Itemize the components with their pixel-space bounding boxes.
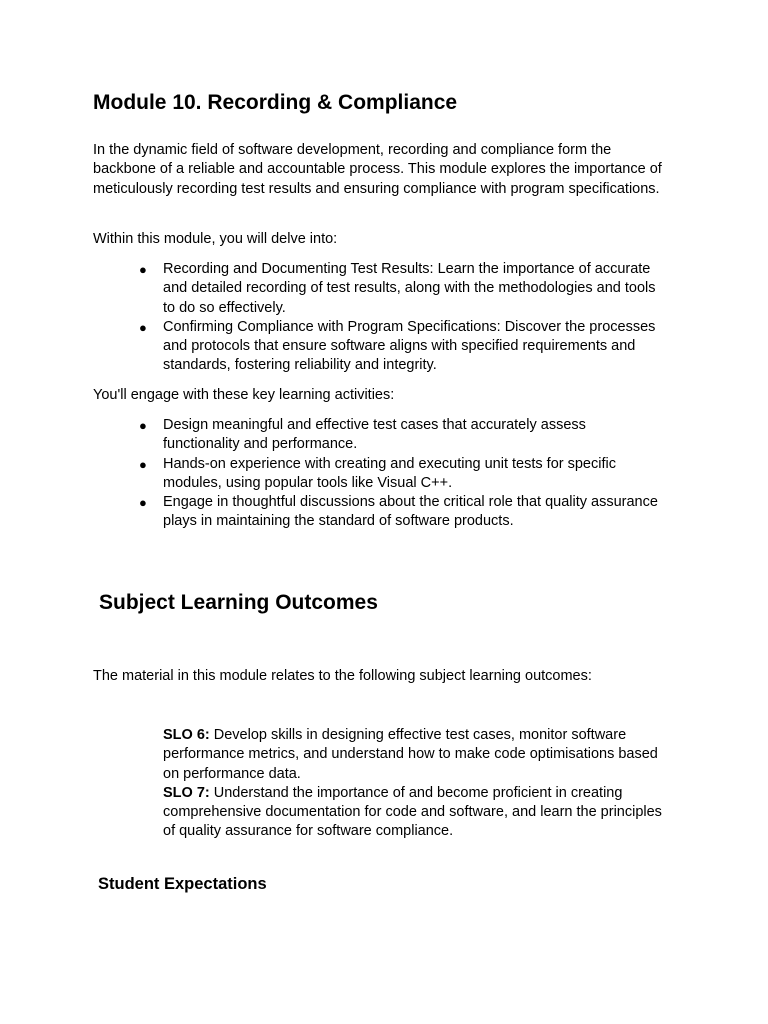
bullet-icon: ● <box>139 495 147 511</box>
list-item-text: Engage in thoughtful discussions about the critical role that quality assurance plays in maintaining the standard of software products. <box>163 494 658 530</box>
slo-item <box>163 726 673 784</box>
list-item-text: Design meaningful and effective test cases that accurately assess functionality and performance. <box>163 417 586 453</box>
bullet-icon: ● <box>139 319 147 335</box>
activities-list <box>139 416 663 532</box>
list-item <box>139 455 663 494</box>
slo-intro: The material in this module relates to the following subject learning outcomes: <box>93 668 592 684</box>
list-item <box>139 318 663 376</box>
module-title: Module 10. Recording & Compliance <box>93 91 458 114</box>
list-item-text: Recording and Documenting Test Results: Learn the importance of accurate and detailed recording of test results, along with the methodologies and tools to do so effectively. <box>163 261 656 316</box>
list-item <box>139 260 663 318</box>
within-intro: Within this module, you will delve into: <box>93 231 338 247</box>
topics-list <box>139 260 663 376</box>
slo-list <box>163 726 673 842</box>
slo-heading: Subject Learning Outcomes <box>99 591 378 614</box>
bullet-icon: ● <box>139 456 147 472</box>
list-item-text: Confirming Compliance with Program Specifications: Discover the processes and protocols that ensure software aligns with specified requirements and standards, fostering reliability and integrity. <box>163 318 656 374</box>
bullet-icon: ● <box>139 262 147 277</box>
intro-paragraph: In the dynamic field of software development, recording and compliance form the backbone of a reliable and accountable process. This module explores the importance of meticulously recording test results and ensuring compliance with program specifications. <box>93 142 662 197</box>
slo-text: Understand the importance of and become proficient in creating comprehensive documentation for code and software, and learn the principles of quality assurance for software compliance. <box>163 784 662 840</box>
list-item <box>139 416 663 455</box>
bullet-icon: ● <box>139 418 147 433</box>
activities-intro: You'll engage with these key learning activities: <box>93 387 395 403</box>
slo-text: Develop skills in designing effective test cases, monitor software performance metrics, and understand how to make code optimisations based on performance data. <box>163 727 658 782</box>
expectations-heading: Student Expectations <box>98 875 267 893</box>
list-item-text: Hands-on experience with creating and executing unit tests for specific modules, using popular tools like Visual C++. <box>163 455 616 491</box>
slo-label: SLO 6: <box>163 727 210 743</box>
slo-item <box>163 784 673 842</box>
list-item <box>139 493 663 532</box>
slo-label: SLO 7: <box>163 784 210 801</box>
